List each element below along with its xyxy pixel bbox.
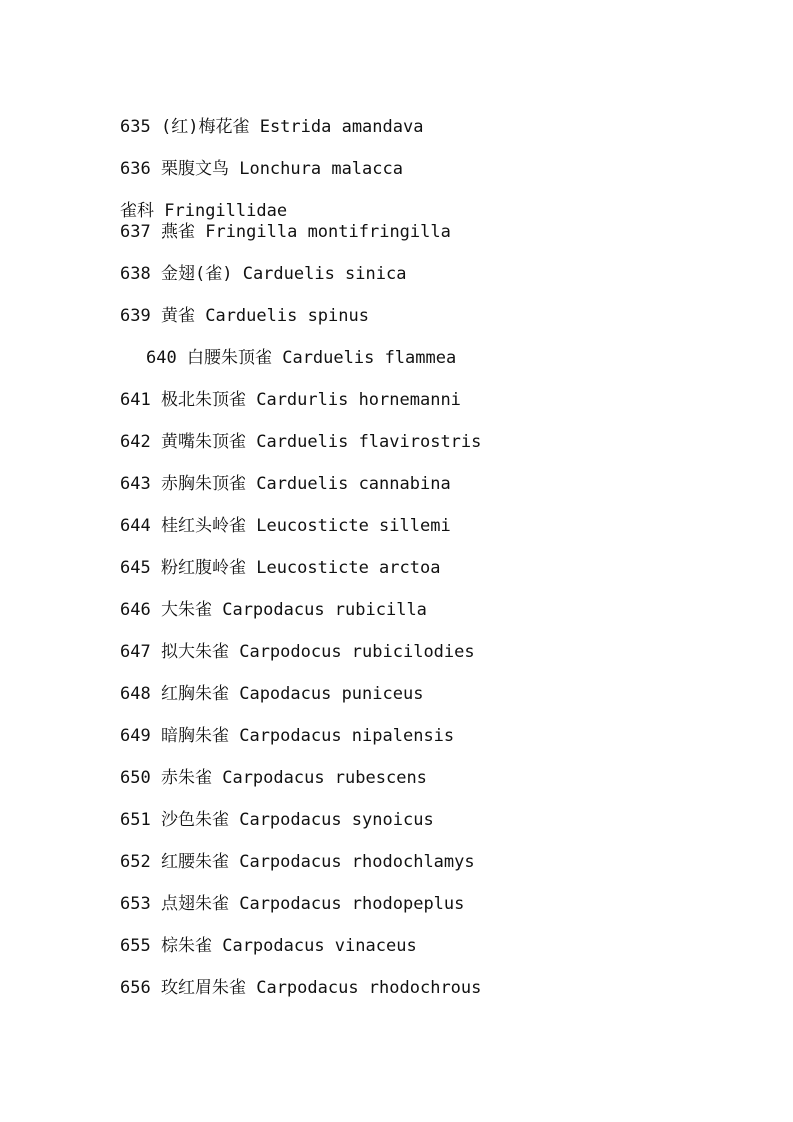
chinese-name: 大朱雀 [160,600,212,620]
latin-name: Carduelis sinica [242,264,407,284]
entry-number: 638 [120,264,151,284]
spacer [151,726,161,746]
spacer [151,642,161,662]
spacer [246,390,256,410]
latin-name: Lonchura malacca [239,159,403,179]
spacer [249,117,259,137]
species-entry [120,684,753,705]
entry-number: 649 [120,726,151,746]
species-entry [120,348,753,369]
chinese-name: 极北朱顶雀 [160,390,246,410]
spacer [212,600,222,620]
latin-name: Carduelis cannabina [256,474,451,494]
chinese-name: 棕朱雀 [160,936,212,956]
family-header [120,201,753,222]
spacer [151,390,161,410]
species-entry [120,936,753,957]
chinese-name: 赤朱雀 [160,768,212,788]
spacer [151,558,161,578]
species-entry [120,726,753,747]
latin-name: Carpodacus rhodochrous [256,978,482,998]
entry-number: 635 [120,117,151,137]
spacer [151,894,161,914]
entry-number: 644 [120,516,151,536]
chinese-name: 玫红眉朱雀 [160,978,246,998]
chinese-name: 桂红头岭雀 [160,516,246,536]
chinese-name: 沙色朱雀 [160,810,229,830]
entry-number: 642 [120,432,151,452]
latin-name: Carpodacus rhodopeplus [239,894,465,914]
species-entry [120,894,753,915]
chinese-name: 燕雀 [160,222,195,242]
spacer [151,936,161,956]
spacer [151,264,161,284]
entry-number: 643 [120,474,151,494]
latin-name: Carpodacus synoicus [239,810,434,830]
spacer [151,978,161,998]
latin-name: Fringilla montifringilla [205,222,451,242]
species-entry [120,642,753,663]
chinese-name: (红)梅花雀 [160,117,250,137]
latin-name: Carpodacus vinaceus [222,936,417,956]
entry-number: 650 [120,768,151,788]
entry-number: 648 [120,684,151,704]
spacer [229,159,239,179]
spacer [151,306,161,326]
species-entry [120,516,753,537]
entry-number: 640 [146,348,177,368]
spacer [229,684,239,704]
latin-name: Carpodacus nipalensis [239,726,455,746]
latin-name: Fringillidae [164,201,288,221]
spacer [151,810,161,830]
spacer [151,684,161,704]
latin-name: Carpodacus rubicilla [222,600,427,620]
latin-name: Leucosticte sillemi [256,516,451,536]
spacer [177,348,187,368]
spacer [246,474,256,494]
spacer [272,348,282,368]
entry-number: 653 [120,894,151,914]
entry-number: 647 [120,642,151,662]
spacer [151,516,161,536]
species-entry [120,264,753,285]
chinese-name: 金翅(雀) [160,264,233,284]
spacer [154,201,164,221]
chinese-name: 暗胸朱雀 [160,726,229,746]
latin-name: Leucosticte arctoa [256,558,441,578]
latin-name: Carpodocus rubicilodies [239,642,475,662]
latin-name: Capodacus puniceus [239,684,424,704]
chinese-name: 拟大朱雀 [160,642,229,662]
spacer [151,159,161,179]
latin-name: Carpodacus rhodochlamys [239,852,475,872]
spacer [246,432,256,452]
species-entry [120,390,753,411]
chinese-name: 栗腹文鸟 [160,159,229,179]
spacer [229,894,239,914]
chinese-name: 红胸朱雀 [160,684,229,704]
spacer [151,600,161,620]
entry-number: 641 [120,390,151,410]
spacer [151,222,161,242]
entry-number: 652 [120,852,151,872]
spacer [151,474,161,494]
chinese-name: 点翅朱雀 [160,894,229,914]
chinese-name: 白腰朱顶雀 [186,348,272,368]
latin-name: Carduelis flammea [282,348,457,368]
spacer [229,810,239,830]
bird-list [120,117,753,999]
spacer [232,264,242,284]
chinese-name: 黄雀 [160,306,195,326]
species-entry [120,474,753,495]
species-entry [120,600,753,621]
spacer [246,558,256,578]
latin-name: Carpodacus rubescens [222,768,427,788]
spacer [246,516,256,536]
chinese-name: 赤胸朱顶雀 [160,474,246,494]
latin-name: Carduelis flavirostris [256,432,482,452]
spacer [151,852,161,872]
entry-number: 645 [120,558,151,578]
spacer [212,936,222,956]
species-entry [120,432,753,453]
spacer [151,432,161,452]
entry-number: 651 [120,810,151,830]
species-entry [120,978,753,999]
entry-number: 636 [120,159,151,179]
latin-name: Carduelis spinus [205,306,369,326]
species-entry [120,852,753,873]
spacer [229,642,239,662]
latin-name: Cardurlis hornemanni [256,390,461,410]
spacer [195,222,205,242]
entry-number: 655 [120,936,151,956]
species-entry [120,810,753,831]
spacer [151,117,161,137]
spacer [229,852,239,872]
spacer [229,726,239,746]
latin-name: Estrida amandava [259,117,424,137]
species-entry [120,306,753,327]
species-entry [120,159,753,180]
spacer [246,978,256,998]
chinese-name: 粉红腹岭雀 [160,558,246,578]
spacer [195,306,205,326]
entry-number: 646 [120,600,151,620]
chinese-name: 黄嘴朱顶雀 [160,432,246,452]
species-entry [120,222,753,243]
spacer [151,768,161,788]
species-entry [120,768,753,789]
entry-number: 637 [120,222,151,242]
chinese-name: 红腰朱雀 [160,852,229,872]
spacer [212,768,222,788]
entry-number: 639 [120,306,151,326]
entry-number: 656 [120,978,151,998]
chinese-name: 雀科 [120,201,154,221]
species-entry [120,117,753,138]
species-entry [120,558,753,579]
